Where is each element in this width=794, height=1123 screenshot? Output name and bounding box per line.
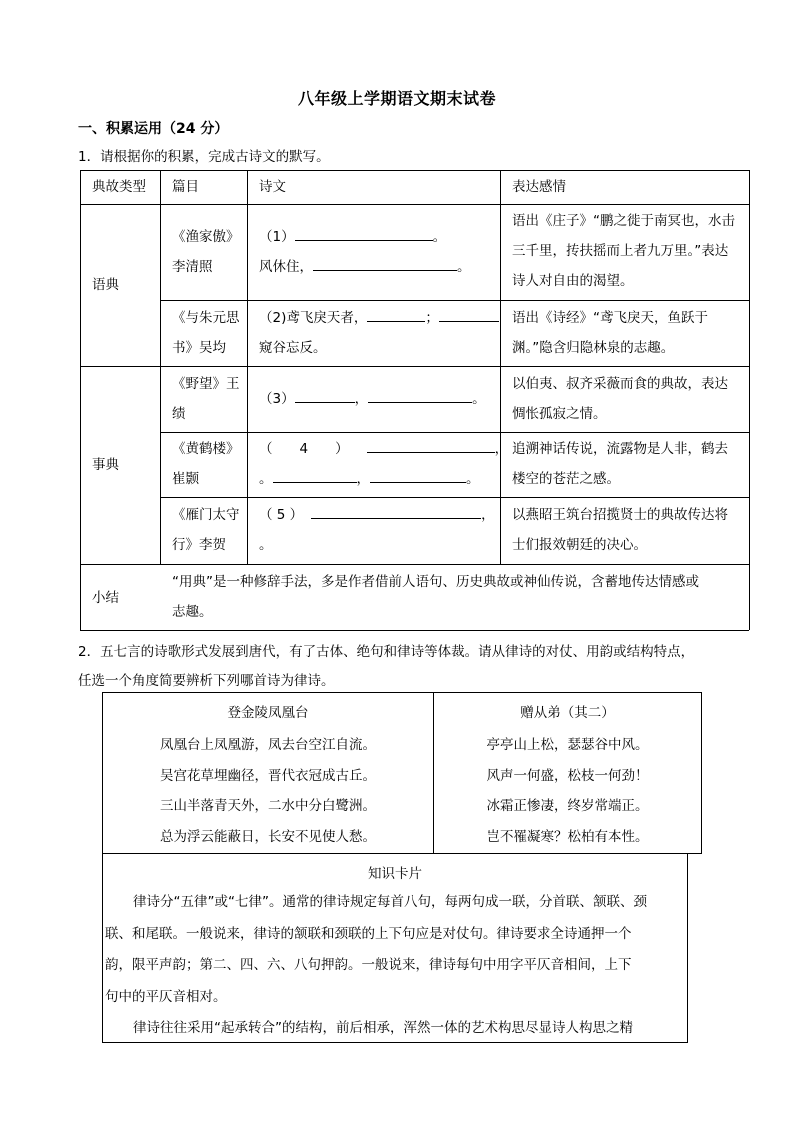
table-rule: [247, 170, 248, 564]
poem-line: 冰霜正惨凄，终岁常端正。: [486, 798, 649, 814]
type-summary: 小结: [92, 590, 119, 606]
poem-line: 亭亭山上松，瑟瑟谷中风。: [486, 737, 649, 753]
poem-line: 三山半落青天外，二水中分白鹭洲。: [160, 798, 376, 814]
answer-blank[interactable]: [311, 504, 481, 519]
row3-title: 《野望》王 绩: [172, 376, 240, 422]
answer-blank[interactable]: [295, 388, 355, 403]
table-rule: [749, 170, 750, 630]
page-title: 八年级上学期语文期末试卷: [297, 89, 496, 108]
table-rule: [160, 432, 749, 433]
answer-blank[interactable]: [313, 256, 457, 271]
table-rule: [80, 366, 749, 367]
table-rule: [80, 564, 749, 565]
poem-title: 赠从弟（其二）: [520, 705, 615, 721]
answer-blank[interactable]: [370, 468, 466, 483]
answer-blank[interactable]: [273, 468, 357, 483]
header-type: 典故类型: [92, 179, 146, 195]
answer-blank[interactable]: [367, 307, 425, 322]
summary-text: “用典”是一种修辞手法，多是作者借前人语句、历史典故或神仙传说，含蓄地传达情感或 志趣。: [172, 574, 699, 620]
poem-line: 凤凰台上凤凰游，凤去台空江自流。: [160, 737, 376, 753]
row5-title: 《雁门太守 行》李贺: [172, 507, 240, 553]
row4-emotion: 追溯神话传说，流露物是人非，鹤去 楼空的苍茫之感。: [512, 441, 728, 487]
row1-title: 《渔家傲》 李清照: [172, 229, 240, 275]
card-title: 知识卡片: [368, 866, 422, 882]
answer-blank[interactable]: [368, 388, 472, 403]
poem-box-right: [433, 692, 702, 854]
row4-poem: （ 4 ） ， 。 ， 。: [259, 434, 508, 494]
knowledge-card: [102, 853, 688, 1043]
type-yudian: 语典: [92, 277, 119, 293]
poem-line: 总为浮云能蔽日，长安不见使人愁。: [160, 829, 376, 845]
answer-blank[interactable]: [295, 226, 433, 241]
row2-emotion: 语出《诗经》“鸢飞戾天，鱼跃于 渊。”隐含归隐林泉的志趣。: [512, 310, 708, 356]
row3-emotion: 以伯夷、叔齐采薇而食的典故，表达 惆怅孤寂之情。: [512, 376, 728, 422]
poem-title: 登金陵凤凰台: [227, 705, 309, 721]
table-rule: [80, 204, 749, 205]
header-emotion: 表达感情: [512, 179, 566, 195]
table-rule: [80, 630, 749, 631]
table-rule: [160, 497, 749, 498]
answer-blank[interactable]: [367, 438, 495, 453]
question-1: 1．请根据你的积累，完成古诗文的默写。: [78, 149, 330, 165]
section-heading: 一、积累运用（24 分）: [78, 121, 229, 137]
row2-title: 《与朱元思 书》吴均: [172, 310, 240, 356]
poem-box-left: [102, 692, 434, 854]
row3-poem: （3） ， 。: [259, 384, 486, 414]
answer-blank[interactable]: [439, 307, 499, 322]
type-shidian: 事典: [92, 457, 119, 473]
poem-line: 岂不罹凝寒？松柏有本性。: [486, 829, 649, 845]
poem-line: 吴宫花草埋幽径，晋代衣冠成古丘。: [160, 768, 376, 784]
table-rule: [160, 170, 161, 564]
header-poem: 诗文: [259, 179, 286, 195]
table-rule: [160, 300, 749, 301]
poem-line: 风声一何盛，松枝一何劲！: [486, 768, 649, 784]
table-rule: [80, 170, 749, 171]
card-text: 律诗分“五律”或“七律”。通常的律诗规定每首八句，每两句成一联，分首联、颔联、颈 联、和尾联。一般说来，律诗的颔联和颈联的上下句应是对仗句。律诗要求全诗通押一个 韵，限平声韵；第二、四、六、八句押韵。一般说来，律诗每句中用字平仄音相间，上下 句中的平仄音相对。 律诗往往采用“起承转合”的结构，前后相承，浑然一体的艺术构思尽显诗人构思之精: [105, 894, 647, 1036]
row1-emotion: 语出《庄子》“鹏之徙于南冥也，水击 三千里，抟扶摇而上者九万里。”表达 诗人对自由的渴望。: [512, 213, 735, 289]
question-2: 2．五七言的诗歌形式发展到唐代，有了古体、绝句和律诗等体裁。请从律诗的对仗、用韵或结构特点， 任选一个角度简要辨析下列哪首诗为律诗。: [78, 644, 695, 689]
table-rule: [80, 170, 81, 630]
row5-poem: （ 5 ） ， 。: [259, 500, 495, 560]
header-title: 篇目: [172, 179, 199, 195]
row1-poem: （1） 。 风休住， 。: [259, 222, 471, 282]
row4-title: 《黄鹤楼》 崔颢: [172, 441, 240, 487]
table-rule: [500, 170, 501, 564]
row5-emotion: 以燕昭王筑台招揽贤士的典故传达将 士们报效朝廷的决心。: [512, 507, 728, 553]
row2-poem: （2)鸢飞戾天者， ； 窥谷忘反。: [259, 303, 499, 363]
